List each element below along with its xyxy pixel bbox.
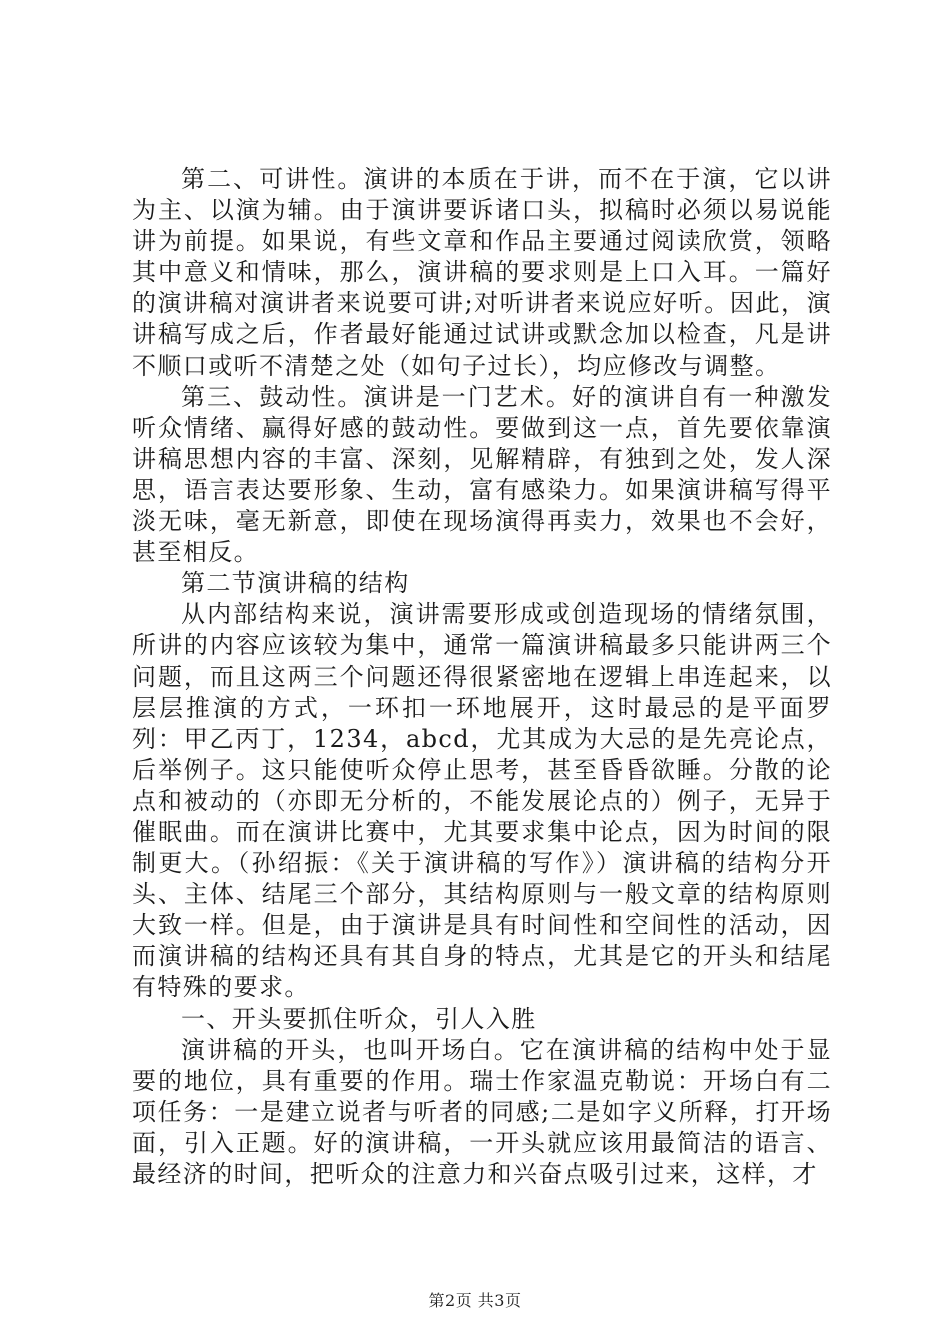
paragraph-opening: 演讲稿的开头，也叫开场白。它在演讲稿的结构中处于显要的地位，具有重要的作用。瑞士作家温克勒说：开场白有二项任务：一是建立说者与听者的同感;二是如字义所释，打开场面，引入正题。好的演讲稿，一开头就应该用最简洁的语言、最经济的时间，把听众的注意力和兴奋点吸引过来，这样，才 xyxy=(132,1035,832,1188)
document-body xyxy=(132,164,832,1190)
paragraph-internal-structure: 从内部结构来说，演讲需要形成或创造现场的情绪氛围，所讲的内容应该较为集中，通常一篇演讲稿最多只能讲两三个问题，而且这两三个问题还得很紧密地在逻辑上串连起来，以层层推演的方式，一环扣一环地展开，这时最忌的是平面罗列：甲乙丙丁，1234，abcd，尤其成为大忌的是先亮论点，后举例子。这只能使听众停止思考，甚至昏昏欲睡。分散的论点和被动的（亦即无分析的，不能发展论点的）例子，无异于催眠曲。而在演讲比赛中，尤其要求集中论点，因为时间的限制更大。（孙绍振：《关于演讲稿的写作》）演讲稿的结构分开头、主体、结尾三个部分，其结构原则与一般文章的结构原则大致一样。但是，由于演讲是具有时间性和空间性的活动，因而演讲稿的结构还具有其自身的特点，尤其是它的开头和结尾有特殊的要求。 xyxy=(132,600,832,1002)
paragraph-inspiring: 第三、鼓动性。演讲是一门艺术。好的演讲自有一种激发听众情绪、赢得好感的鼓动性。要做到这一点，首先要依靠演讲稿思想内容的丰富、深刻，见解精辟，有独到之处，发人深思，语言表达要形象、生动，富有感染力。如果演讲稿写得平淡无味，毫无新意，即使在现场演得再卖力，效果也不会好，甚至相反。 xyxy=(132,382,832,567)
paragraph-speakability: 第二、可讲性。演讲的本质在于讲，而不在于演，它以讲为主、以演为辅。由于演讲要诉诸口头，拟稿时必须以易说能讲为前提。如果说，有些文章和作品主要通过阅读欣赏，领略其中意义和情味，那么，演讲稿的要求则是上口入耳。一篇好的演讲稿对演讲者来说要可讲;对听讲者来说应好听。因此，演讲稿写成之后，作者最好能通过试讲或默念加以检查，凡是讲不顺口或听不清楚之处（如句子过长），均应修改与调整。 xyxy=(132,165,832,380)
section-heading-structure: 第二节演讲稿的结构 xyxy=(181,569,410,598)
subheading-opening: 一、开头要抓住听众，引人入胜 xyxy=(181,1004,537,1033)
page-footer: 第2页 共3页 xyxy=(428,1291,522,1310)
